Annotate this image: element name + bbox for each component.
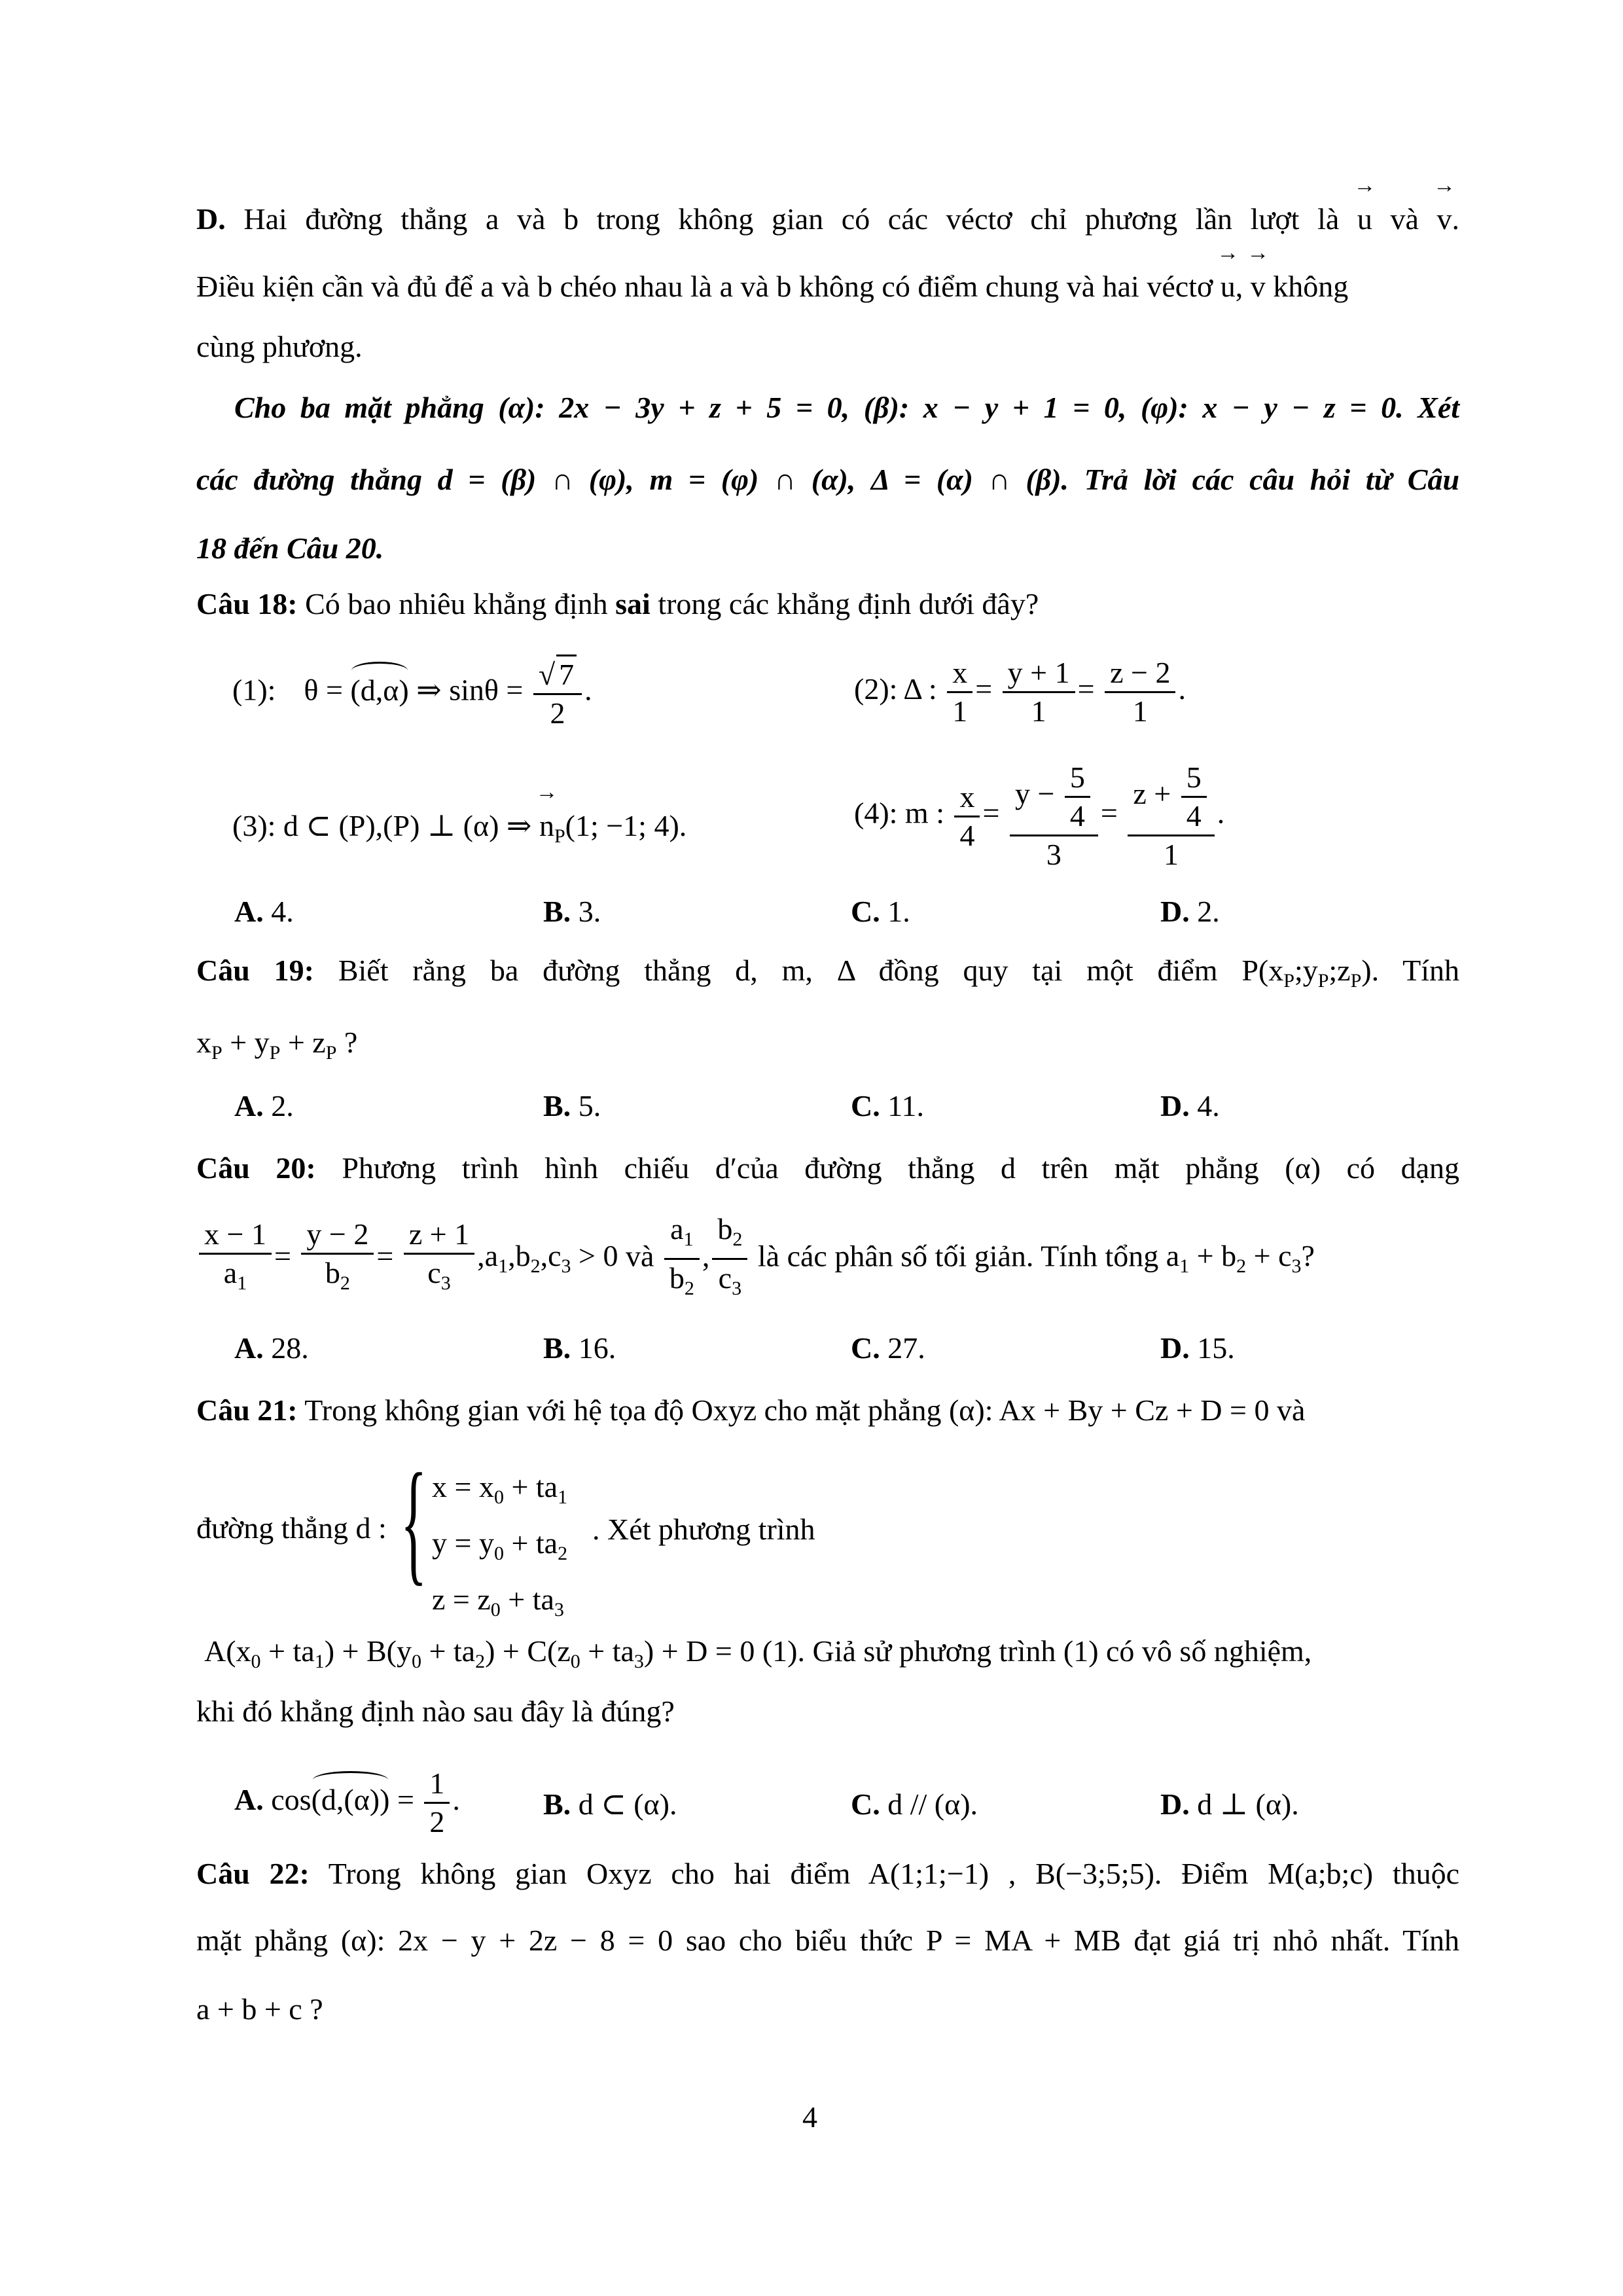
q19-answer-a[interactable]: A. 2.: [234, 1089, 294, 1122]
q19-label: Câu 19:: [196, 954, 314, 987]
intro-line1: [234, 388, 1459, 427]
q20-prompt: [196, 1149, 1459, 1188]
q21-eq-render: $A(x_0 + ta_1) + B(y_0 + ta_2) + C(z_0 + ta_3) + D = 0$ (1): [204, 1634, 798, 1673]
q18-answer-b[interactable]: B. 3.: [543, 895, 601, 928]
s3-label: (3):: [232, 809, 276, 842]
q20-tail: là các phân số tối giản. Tính tổng: [757, 1239, 1159, 1273]
vector-u-2: → u: [1221, 267, 1236, 306]
s4-f1-num: x: [954, 779, 980, 817]
s1-lhs: θ =: [304, 673, 351, 707]
q22-point-m: M(a;b;c): [1268, 1857, 1374, 1890]
q18-answer-d[interactable]: D. 2.: [1160, 895, 1220, 928]
phi-plane-eq: (φ): x − y − z = 0.: [1140, 391, 1404, 424]
q21-line-last: khi đó khẳng định nào sau đây là đúng?: [196, 1695, 675, 1728]
q18-answer-a[interactable]: A. 4.: [234, 895, 294, 928]
s3-text: d ⊂ (P),(P) ⊥ (α) ⇒: [283, 809, 532, 842]
s4-frac-2: [1010, 759, 1098, 873]
s1-angle: (d,α): [350, 671, 408, 710]
page-number: 4: [802, 2100, 817, 2134]
q21-half: $\frac{1}{2}$: [424, 1765, 450, 1840]
normal-vector-n: → n: [539, 806, 554, 846]
q19-point-tail: ). Tính: [1361, 954, 1460, 987]
s4-lead: m :: [904, 796, 944, 830]
s2-f3-num: z − 2: [1105, 655, 1175, 693]
q19-point-head: P(x: [1241, 954, 1284, 987]
s1-label: (1):: [232, 673, 276, 707]
q21-answer-b[interactable]: B. d ⊂ (α).: [543, 1787, 677, 1821]
s2-f1-num: x: [947, 655, 972, 693]
alpha-plane-eq: (α): 2x − 3y + z + 5 = 0,: [498, 391, 850, 424]
s4-f2-den: 3: [1046, 838, 1061, 871]
vector-v: → v: [1437, 200, 1452, 239]
s2-lead: Δ :: [903, 672, 937, 706]
s4-f3-inner: [1181, 759, 1207, 834]
s2-f1-den: 1: [952, 694, 968, 728]
q21-answer-c[interactable]: C. d // (α).: [851, 1787, 978, 1821]
s2-f2-num: y + 1: [1003, 655, 1075, 693]
q22-prompt: Câu 22: Trong không gian Oxyz cho hai điểm A(1;1;−1) , B(−3;5;5). Điểm M(a;b;c) thuộc: [196, 1857, 1460, 1890]
beta-plane-eq: (β): x − y + 1 = 0,: [863, 391, 1127, 424]
optD-label: D.: [196, 202, 226, 236]
q21-label: Câu 21:: [196, 1393, 298, 1427]
s1-den: 2: [550, 696, 565, 730]
q22-line2: mặt phẳng (α): 2x − y + 2z − 8 = 0 sao cho biểu thức P = MA + MB đạt giá trị nhỏ nhất. Tính: [196, 1924, 1460, 1957]
q18-label: Câu 18:: [196, 587, 298, 620]
q18-statement-1: (1): θ = (d,α) ⇒ sinθ = $\frac{√ 7}{2}$ .: [232, 655, 592, 732]
s2-f3-den: 1: [1132, 694, 1148, 728]
q20-sum: $a_1 + b_2 + c_3$?: [1166, 1239, 1315, 1278]
s3-sub: P: [554, 825, 565, 848]
q18-text-a: Có bao nhiêu khẳng định: [305, 587, 608, 620]
q20-g1: $\frac{a_1}{b_2}$: [664, 1211, 700, 1307]
q19-answer-b[interactable]: B. 5.: [543, 1089, 601, 1122]
s1-fraction: $\frac{√ 7}{2}$: [533, 655, 582, 732]
s2-label: (2):: [854, 672, 898, 706]
s2-frac-3: [1105, 655, 1175, 730]
q19-sum: $x_P + y_P + z_P$ ?: [196, 1026, 358, 1064]
s4-f2-inner-den: 4: [1069, 799, 1085, 833]
q22-line3: a + b + c ?: [196, 1992, 323, 2026]
optD-and: và: [1390, 202, 1419, 236]
q19-point: $P(x_P;y_P;z_P)$. Tính: [1241, 954, 1460, 992]
q20-answer-a[interactable]: A. 28.: [234, 1331, 309, 1365]
intro-line2-text: các đường thẳng: [196, 463, 422, 496]
q21-sys-1: $x = x_0 + ta_1$: [432, 1470, 568, 1509]
s4-f2-inner: [1065, 759, 1090, 834]
q21-eq-tail: . Giả sử phương trình (1) có vô số nghiệm,: [797, 1634, 1312, 1668]
s4-f1-den: 4: [959, 818, 975, 852]
q21-text-b: và: [1276, 1393, 1306, 1427]
q22-points: A(1;1;−1) , B(−3;5;5): [868, 1857, 1154, 1890]
q20-answer-d[interactable]: D. 15.: [1160, 1331, 1235, 1365]
q21-sys-3: $z = z_0 + ta_3$: [432, 1583, 564, 1621]
q22-label: Câu 22:: [196, 1857, 310, 1890]
q21-prompt: [196, 1391, 1305, 1430]
q20-text: Phương trình hình chiếu d′của đường thẳng d trên mặt phẳng (α) có dạng: [342, 1151, 1460, 1185]
q21-line-lead: đường thẳng d :: [196, 1511, 387, 1545]
intro-line1-end: Xét: [1418, 391, 1460, 424]
q18-answer-c[interactable]: C. 1.: [851, 895, 910, 928]
intro-line3: 18 đến Câu 20.: [196, 531, 384, 565]
optD-line2-text: Điều kiện cần và đủ để a và b chéo nhau là a và b không có điểm chung và hai véctơ: [196, 270, 1213, 303]
s4-f2-num-a: y −: [1014, 777, 1055, 811]
s4-label: (4):: [854, 796, 898, 830]
s4-f3-num-a: z +: [1133, 777, 1171, 811]
q18-statement-2: (2): Δ : $\frac{x}{1}$ = $\frac{y + 1}{1}$ = $\frac{z - 2}{1}$ .: [854, 655, 1186, 730]
intro-line2: [196, 460, 1459, 499]
q20-g2: $\frac{b_2}{c_3}$: [712, 1211, 747, 1307]
optD-line3: cùng phương.: [196, 330, 363, 363]
q18-text-b: trong các khẳng định dưới đây?: [658, 587, 1039, 620]
s1-num: 7: [556, 655, 577, 693]
q18-statement-3: [232, 806, 687, 856]
s4-frac-1: [954, 779, 980, 854]
q21-sys-tail: . Xét phương trình: [592, 1513, 815, 1546]
q21-brace: {: [401, 1446, 427, 1598]
q21-angle: (d,(α)): [312, 1780, 390, 1820]
s4-f3-den: 1: [1164, 838, 1179, 871]
optD-text: Hai đường thẳng a và b trong không gian có các véctơ chỉ phương lần lượt là: [243, 202, 1340, 236]
q20-label: Câu 20:: [196, 1151, 316, 1185]
delta-definition: Δ = (α) ∩ (β).: [871, 463, 1069, 496]
s4-f2-inner-num: 5: [1065, 759, 1090, 798]
q21-answer-d[interactable]: D. d ⊥ (α).: [1160, 1787, 1299, 1821]
q18-prompt: [196, 584, 1039, 624]
q19-answer-c[interactable]: C. 11.: [851, 1089, 925, 1122]
q20-frac-2: $\frac{y - 2}{b_2}$: [301, 1216, 374, 1302]
vector-v-2: → v: [1251, 267, 1266, 306]
q20-answer-b[interactable]: B. 16.: [543, 1331, 616, 1365]
s4-f3-inner-den: 4: [1186, 799, 1202, 833]
intro-line2-end: Trả lời các câu hỏi từ Câu: [1084, 463, 1460, 496]
q21-sys-2: $y = y_0 + ta_2$: [432, 1526, 568, 1565]
q21-plane: (α): Ax + By + Cz + D = 0: [948, 1393, 1270, 1427]
q21-answer-a[interactable]: A. cos(d,(α)) = $\frac{1}{2}$ .: [234, 1765, 460, 1840]
q20-answer-c[interactable]: C. 27.: [851, 1331, 925, 1365]
optD-line1: D. Hai đường thẳng a và b trong không gian có các véctơ chỉ phương lần lượt là → u và → v.: [196, 200, 1459, 239]
q20-cond: $,a_1,b_2,c_3 > 0$: [477, 1239, 618, 1278]
q20-frac-3: $\frac{z + 1}{c_3}$: [404, 1216, 474, 1302]
q20-equation-line: $\frac{x - 1}{a_1}$ = $\frac{y - 2}{b_2}$ = $\frac{z + 1}{c_3}$ $,a_1,b_2,c_3 > 0$ và $\frac{a_1}{b_2}$ , $\frac{b_2}{c_3}$ là các phân số tối giản. Tính tổng $a_1 + b_2 + c_3$?: [196, 1211, 1315, 1307]
q19-prompt: [196, 951, 1459, 1001]
optD-line2-end: không: [1273, 270, 1349, 303]
optD-line2: Điều kiện cần và đủ để a và b chéo nhau là a và b không có điểm chung và hai véctơ → u, → v không: [196, 267, 1348, 306]
q20-and: và: [625, 1239, 654, 1273]
q18-statement-4: (4): m : $\frac{x}{4}$ = y − $\frac{5}{4}$ 3 = z + $\frac{5}{4}$ 1 .: [854, 759, 1224, 873]
s2-frac-2: [1003, 655, 1075, 730]
q22-plane: (α): 2x − y + 2z − 8 = 0: [340, 1924, 673, 1957]
s4-frac-3: [1128, 759, 1214, 873]
q20-frac-1: $\frac{x - 1}{a_1}$: [199, 1216, 272, 1302]
vector-u: → u: [1357, 200, 1372, 239]
q18-text-bold: sai: [615, 587, 651, 620]
m-definition: m = (φ) ∩ (α),: [649, 463, 856, 496]
s4-f3-inner-num: 5: [1181, 759, 1207, 798]
q21-text-a: Trong không gian với hệ tọa độ Oxyz cho mặt phẳng: [304, 1393, 942, 1427]
s2-frac-1: [947, 655, 972, 730]
s2-f2-den: 1: [1031, 694, 1046, 728]
s3-tail: (1; −1; 4).: [565, 809, 687, 842]
s1-mid: ⇒ sinθ =: [408, 673, 531, 707]
q21-system: [432, 1464, 567, 1634]
q19-answer-d[interactable]: D. 4.: [1160, 1089, 1220, 1122]
q19-text: Biết rằng ba đường thẳng d, m, Δ đồng quy tại một điểm: [338, 954, 1218, 987]
q21-equation: [204, 1632, 1311, 1681]
intro-text: Cho ba mặt phẳng: [234, 391, 484, 424]
d-definition: d = (β) ∩ (φ),: [437, 463, 634, 496]
q22-expr: P = MA + MB: [925, 1924, 1121, 1957]
